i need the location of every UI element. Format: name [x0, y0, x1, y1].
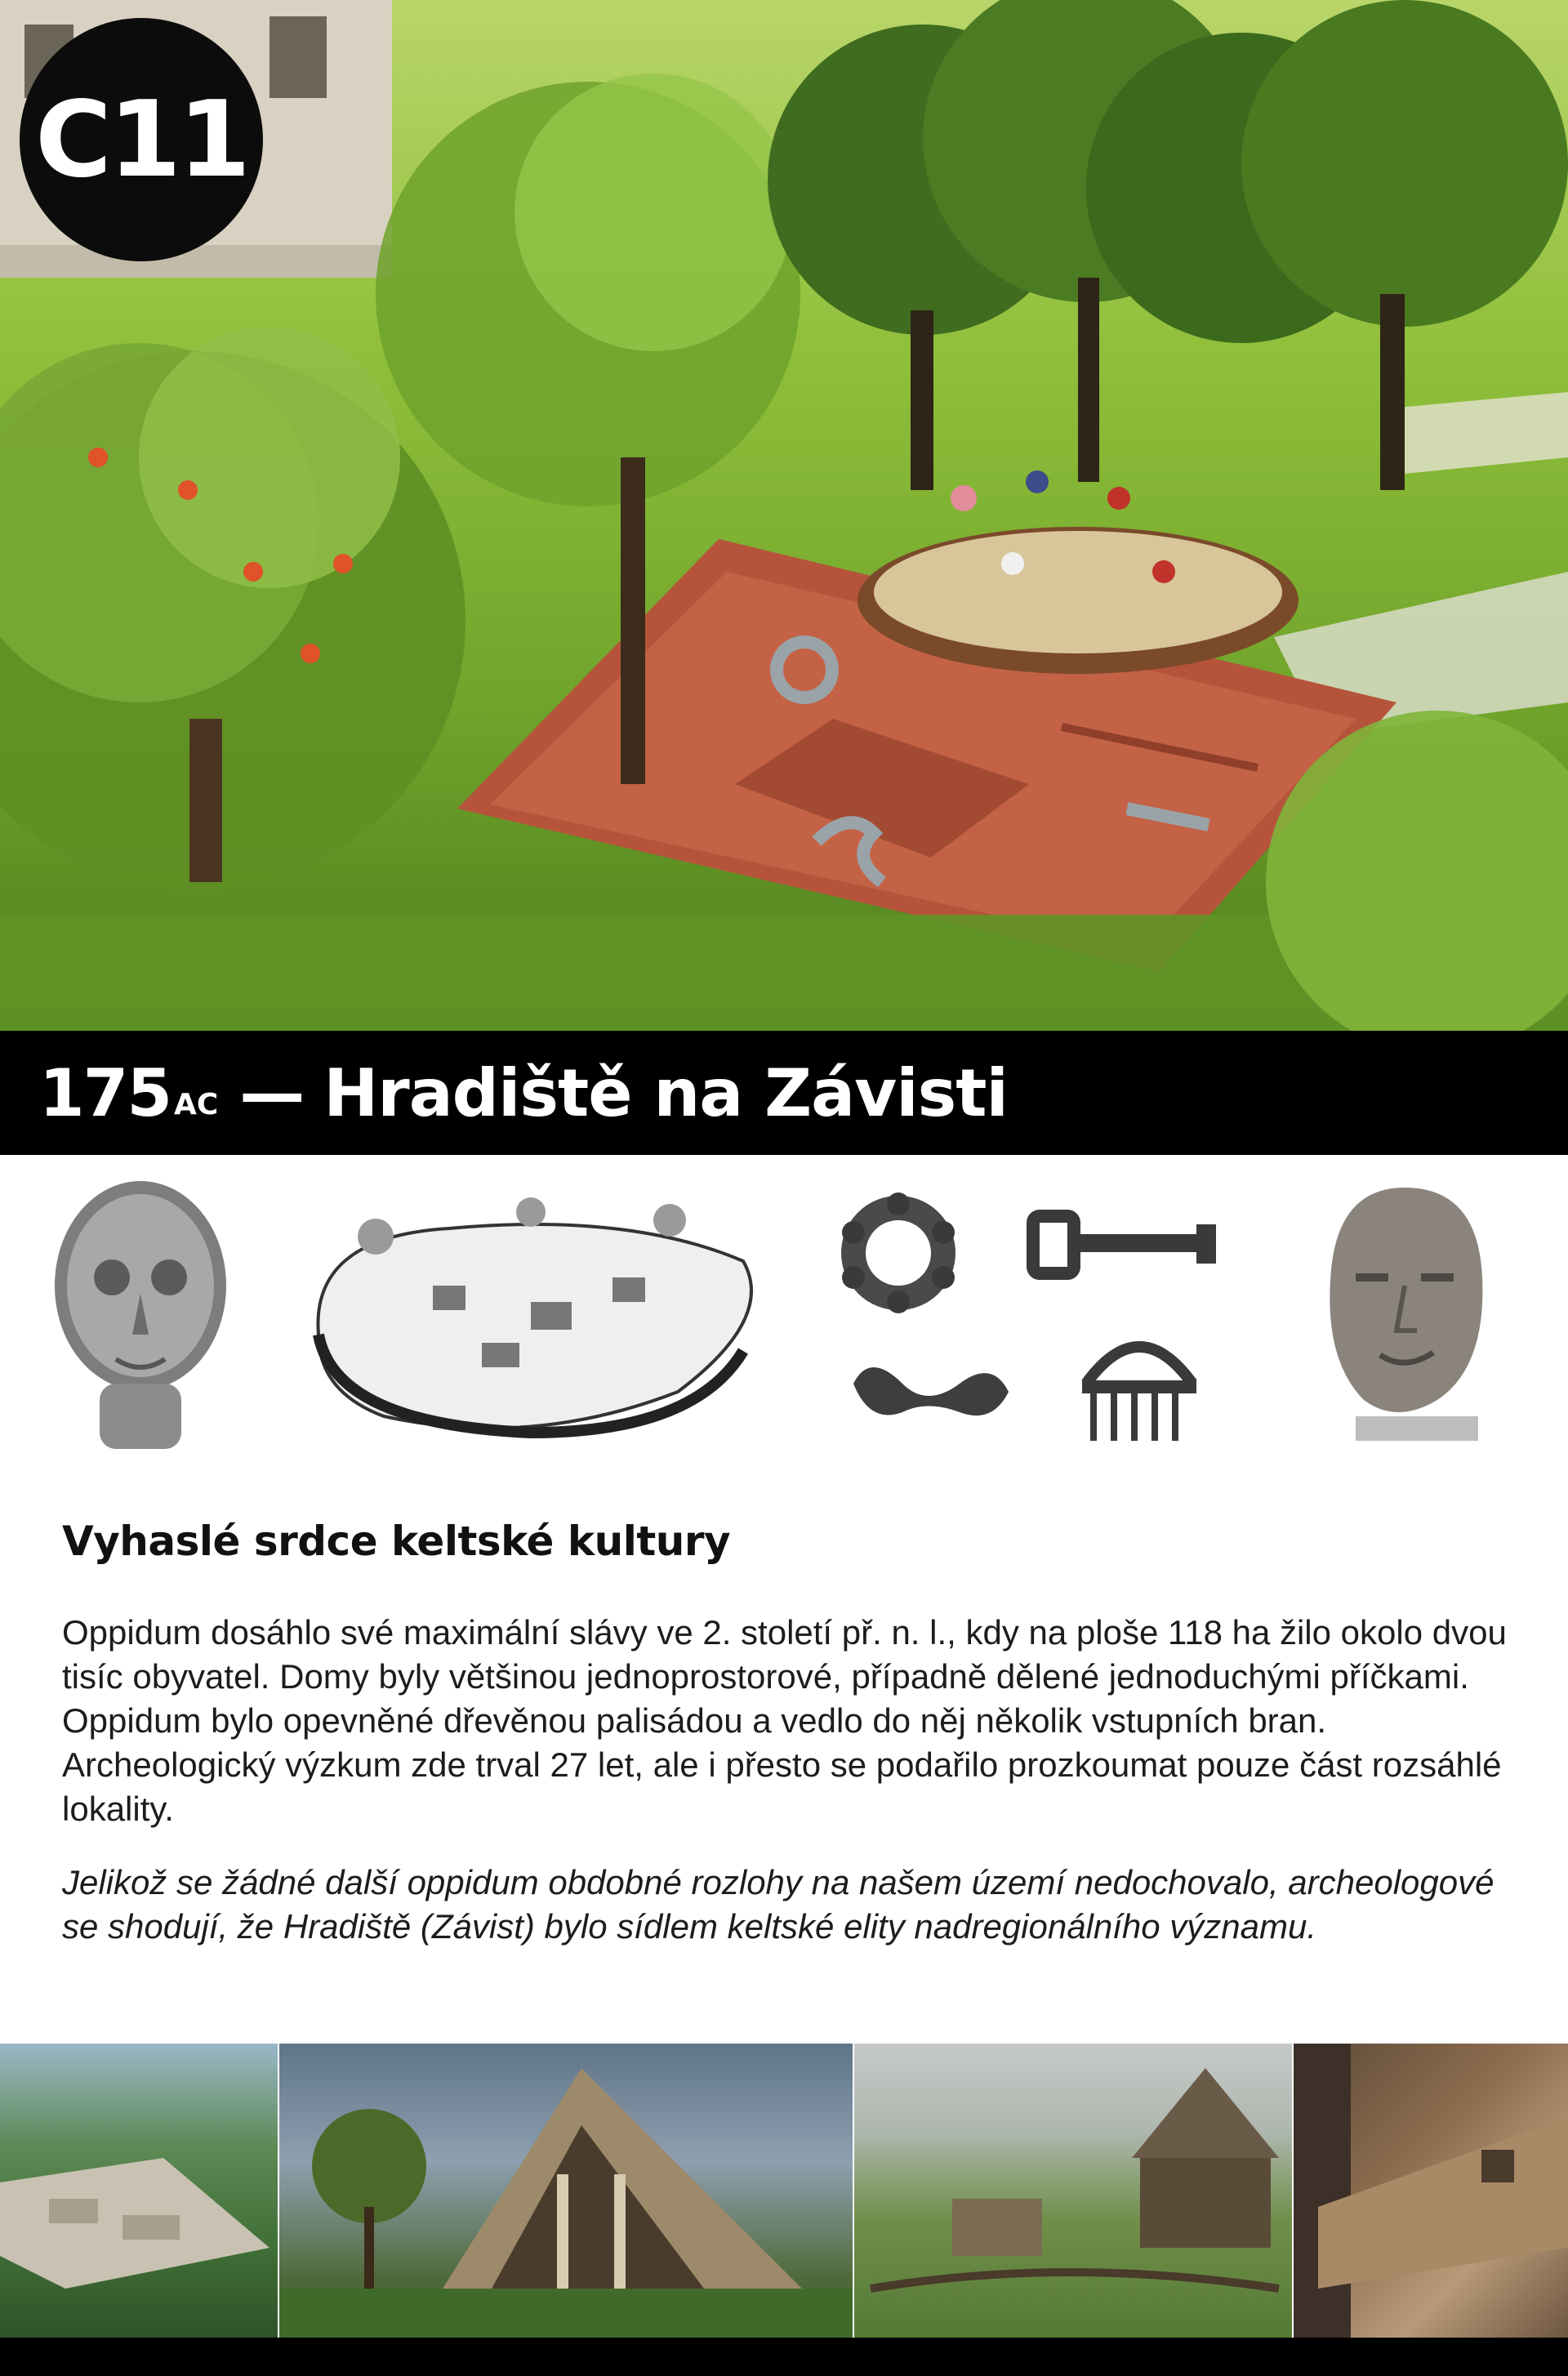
section-badge: C11: [20, 18, 263, 261]
footer-strip: [0, 2338, 1568, 2376]
celtic-head-sculpture: [42, 1171, 238, 1457]
key-tool-artifact: [1025, 1200, 1221, 1290]
hero-illustration: [0, 0, 1568, 1031]
photo-celtic-hut: [279, 2044, 853, 2338]
s-buckle-artifact: [837, 1343, 1017, 1433]
photo-wooden-detail: [1294, 2044, 1568, 2338]
comb-artifact: [1070, 1318, 1209, 1449]
section-heading: Vyhaslé srdce keltské kultury: [62, 1518, 731, 1565]
title-year: 175: [39, 1054, 171, 1131]
photo-reconstructed-village: [854, 2044, 1292, 2338]
title-separator: —: [239, 1054, 305, 1131]
photo-excavation-aerial: [0, 2044, 278, 2338]
title-era: AC: [174, 1087, 219, 1121]
body-paragraph-italic: Jelikož se žádné další oppidum obdobné rozlohy na našem území nedochovalo, archeologové se shodují, že Hradiště (Závist) bylo sídlem keltské elity nadregionálního významu.: [62, 1863, 1494, 1946]
stone-head-sculpture: [1307, 1179, 1503, 1449]
artifacts-strip: [0, 1155, 1568, 1457]
ring-artifact: [829, 1192, 968, 1314]
body-paragraph: Oppidum dosáhlo své maximální slávy ve 2. století př. n. l., kdy na ploše 118 ha žilo okolo dvou tisíc obyvatel. Domy byly většinou jednoprostorové, případně dělené jednoduchými příčkami. Oppidum bylo opevněné dřevěnou palisádou a vedlo do něj několik vstupních bran. Archeologický výzkum zde trval 27 let, ale i přesto se podařilo prozkoumat pouze část rozsáhlé lokality.: [62, 1613, 1507, 1828]
title-bar: [0, 1031, 1568, 1155]
title-name: Hradiště na Závisti: [323, 1054, 1008, 1131]
oppidum-sketch: [286, 1188, 776, 1457]
photo-strip: [0, 2044, 1568, 2338]
